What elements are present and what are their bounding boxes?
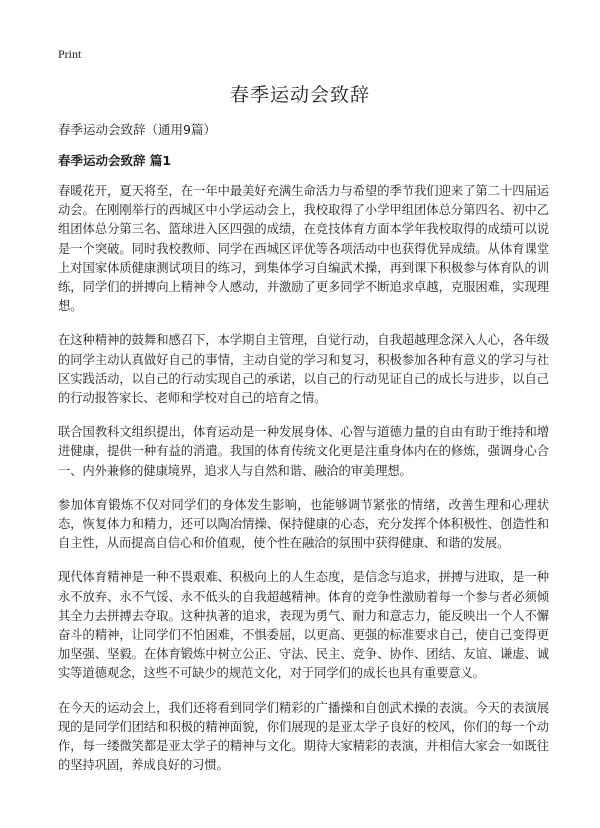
paragraph: 参加体育锻炼不仅对同学们的身体发生影响，也能够调节紧张的情绪，改善生理和心理状态，恢复体力和精力，还可以陶冶情操、保持健康的心态，充分发挥个体积极性、创造性和自主性，从而提高自信心和价值观，使个性在融洽的氛围中获得健康、和谐的发展。	[58, 497, 549, 551]
section-heading: 春季运动会致辞 篇1	[58, 153, 172, 168]
article-body	[58, 182, 549, 790]
paragraph: 在今天的运动会上，我们还将看到同学们精彩的广播操和自创武术操的表演。今天的表演展现的是同学们团结和积极的精神面貌，你们展现的是亚太学子良好的校风，你们的每一个动作，每一缕微笑都是亚太学子的精神与文化。期待大家精彩的表演，并相信大家会一如既往的坚持巩固，养成良好的习惯。	[58, 700, 549, 773]
page-title: 春季运动会致辞	[229, 84, 370, 106]
paragraph: 联合国教科文组织提出，体育运动是一种发展身体、心智与道德力量的自由有助于维持和增进健康，提供一种有益的消遣。我国的体育传统文化更是注重身体内在的修炼，强调身心合一、内外兼修的健康境界，追求人与自然和谐、融洽的审美理想。	[58, 425, 549, 478]
document-subtitle: 春季运动会致辞（通用9篇）	[58, 122, 216, 137]
paragraph: 在这种精神的鼓舞和感召下，本学期自主管理，自觉行动，自我超越理念深入人心，各年级的同学主动认真做好自己的事情，主动自觉的学习和复习，积极参加各种有意义的学习与社区实践活动，以自己的行动实现自己的承诺，以自己的行动见证自己的成长与进步，以自己的行动报答家长、老师和学校对自己的培育之情。	[58, 333, 549, 406]
paragraph: 现代体育精神是一种不畏艰难、积极向上的人生态度，是信念与追求，拼搏与进取，是一种永不放弃、永不气馁、永不低头的自我超越精神。体育的竞争性激励着每一个参与者必须倾其全力去拼搏去夺取。这种执著的追求，表现为勇气、耐力和意志力，能反映出一个人不懈奋斗的精神，让同学们不怕困难，不惧委屈，以更高、更强的标准要求自己，使自己变得更加坚强、坚毅。在体育锻炼中树立公正、守法、民主、竞争、协作、团结、友谊、谦虚、诚实等道德观念，这些不可缺少的规范文化，对于同学们的成长也具有重要意义。	[58, 570, 549, 681]
paragraph: 春暖花开，夏天将至，在一年中最美好充满生命活力与希望的季节我们迎来了第二十四届运动会。在刚刚举行的西城区中小学运动会上，我校取得了小学甲组团体总分第四名、初中乙组团体总分第三名、篮球进入区四强的成绩，在竞技体育方面本学年我校取得的成绩可以说是一个突破。同时我校教师、同学在西城区评优等各项活动中也获得优异成绩。从体育课堂上对国家体质健康测试项目的练习，到集体学习自编武术操，再到课下积极参与体育队的训练，同学们的拼搏向上精神令人感动，并激励了更多同学不断追求卓越，克服困难，实现理想。	[58, 184, 549, 314]
print-link[interactable]: Print	[58, 47, 82, 61]
